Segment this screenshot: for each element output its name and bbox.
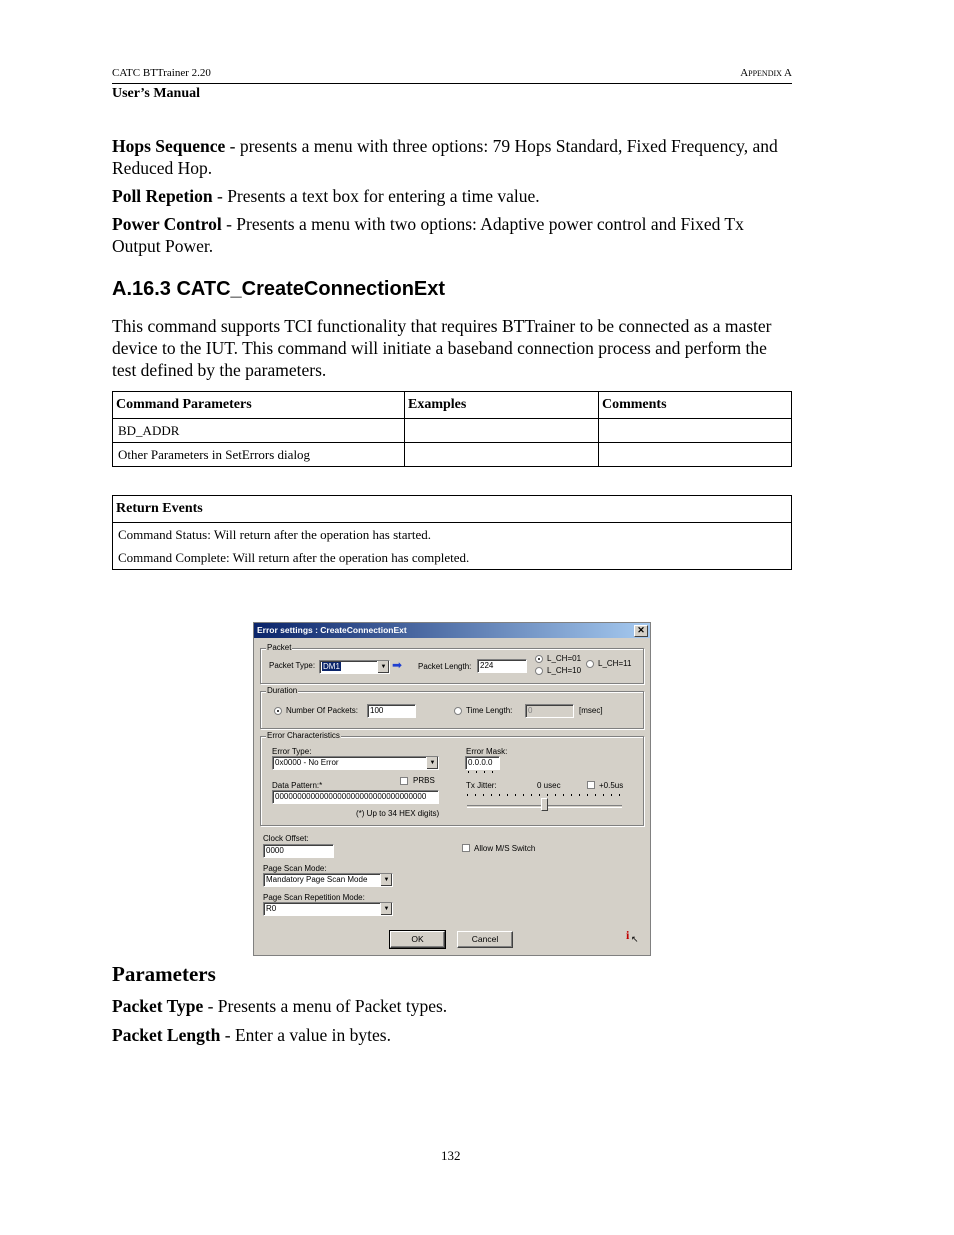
page-scan-mode-label: Page Scan Mode: (263, 864, 327, 873)
page-scan-mode-select[interactable]: Mandatory Page Scan Mode ▼ (263, 873, 393, 887)
section-intro: This command supports TCI functionality that requires BTTrainer to be connected as a master device to the IUT. This command will initiate a baseband connection process and perform the test defined by the parameters. (112, 316, 772, 380)
packet-length-label: Packet Length: (418, 662, 472, 671)
slider-ticks (467, 794, 623, 796)
paragraph-poll-repetion: Poll Repetion - Presents a text box for entering a time value. (112, 186, 540, 206)
time-length-label: Time Length: (466, 706, 513, 715)
table-header: Comments (599, 392, 792, 419)
ok-button[interactable]: OK (390, 931, 445, 948)
chevron-down-icon: ▼ (380, 903, 392, 915)
parameter-packet-type: Packet Type - Presents a menu of Packet types. (112, 996, 448, 1016)
lch01-radio[interactable] (535, 655, 543, 663)
parameters-heading: Parameters (112, 962, 216, 986)
dialog-titlebar (254, 623, 650, 638)
cancel-button[interactable]: Cancel (457, 931, 513, 948)
error-mask-label: Error Mask: (466, 747, 508, 756)
prbs-label: PRBS (413, 776, 435, 785)
running-header-appendix: Appendix A (740, 67, 792, 79)
table-row: BD_ADDR (113, 419, 792, 443)
packet-group: Packet (260, 648, 644, 684)
chevron-down-icon: ▼ (380, 874, 392, 886)
table-row: Other Parameters in SetErrors dialog (113, 443, 792, 467)
clock-offset-input[interactable]: 0000 (263, 844, 334, 858)
parameter-packet-length: Packet Length - Enter a value in bytes. (112, 1025, 391, 1045)
error-mask-input[interactable]: 0.0.0.0 (465, 756, 500, 770)
section-title: A.16.3 CATC_CreateConnectionExt (112, 278, 446, 300)
number-of-packets-radio[interactable] (274, 707, 282, 715)
number-of-packets-input[interactable]: 100 (367, 704, 416, 718)
packet-length-input[interactable]: 224 (477, 659, 527, 673)
running-header-title: CATC BTTrainer 2.20 (112, 67, 211, 79)
msec-label: [msec] (579, 706, 603, 715)
tx-jitter-label: Tx Jitter: (466, 781, 497, 790)
number-of-packets-label: Number Of Packets: (286, 706, 359, 715)
arrow-right-icon: ➡ (392, 658, 403, 672)
data-pattern-input[interactable]: 0000000000000000000000000000000000 (272, 790, 439, 804)
header-rule (112, 83, 792, 84)
lch10-label: L_CH=10 (547, 666, 582, 675)
info-pointer-icon[interactable]: i (626, 928, 630, 942)
error-settings-dialog (253, 622, 651, 956)
page-number: 132 (441, 1148, 461, 1163)
chevron-down-icon: ▼ (426, 757, 438, 769)
error-type-select[interactable]: 0x0000 - No Error ▼ (272, 756, 439, 770)
data-pattern-label: Data Pattern:* (272, 781, 323, 790)
tx-jitter-value: 0 usec (537, 781, 561, 790)
dialog-title: Error settings : CreateConnectionExt (257, 625, 407, 635)
lch11-radio[interactable] (586, 660, 594, 668)
allow-ms-switch-checkbox[interactable] (462, 844, 470, 852)
clock-offset-label: Clock Offset: (263, 834, 309, 843)
lch10-radio[interactable] (535, 667, 543, 675)
duration-group: Duration (260, 691, 644, 729)
tx-jitter-checkbox[interactable] (587, 781, 595, 789)
error-type-label: Error Type: (272, 747, 312, 756)
running-header-manual: User’s Manual (112, 86, 201, 101)
page-scan-rep-select[interactable]: R0 ▼ (263, 902, 393, 916)
time-length-input[interactable]: 0 (525, 704, 574, 718)
command-parameters-table (112, 391, 792, 467)
data-pattern-hint: (*) Up to 34 HEX digits) (356, 809, 440, 818)
close-icon[interactable]: ✕ (634, 625, 648, 637)
return-events-table (112, 495, 792, 570)
lch01-label: L_CH=01 (547, 654, 582, 663)
prbs-checkbox[interactable] (400, 777, 408, 785)
table-row: Command Status: Will return after the operation has started. Command Complete: Will return after the operation has completed. (113, 523, 792, 570)
table-header: Return Events (113, 496, 792, 523)
time-length-radio[interactable] (454, 707, 462, 715)
table-header: Command Parameters (113, 392, 405, 419)
packet-type-label: Packet Type: (269, 661, 316, 670)
chevron-down-icon: ▼ (377, 661, 389, 673)
allow-ms-switch-label: Allow M/S Switch (474, 844, 536, 853)
pointer-icon: ↖ (631, 934, 639, 944)
paragraph-hops-sequence: Hops Sequence - presents a menu with three options: 79 Hops Standard, Fixed Frequency, and Reduced Hop. (112, 136, 778, 178)
tx-jitter-check-label: +0.5us (599, 781, 624, 790)
packet-type-select[interactable]: DM1 ▼ (319, 660, 390, 674)
lch11-label: L_CH=11 (598, 659, 632, 668)
tx-jitter-slider-thumb[interactable] (541, 798, 548, 811)
paragraph-power-control: Power Control - Presents a menu with two options: Adaptive power control and Fixed Tx Output Power. (112, 214, 744, 256)
error-characteristics-group: Error Characteristics (260, 736, 644, 826)
table-header: Examples (405, 392, 599, 419)
page-scan-rep-label: Page Scan Repetition Mode: (263, 893, 365, 902)
